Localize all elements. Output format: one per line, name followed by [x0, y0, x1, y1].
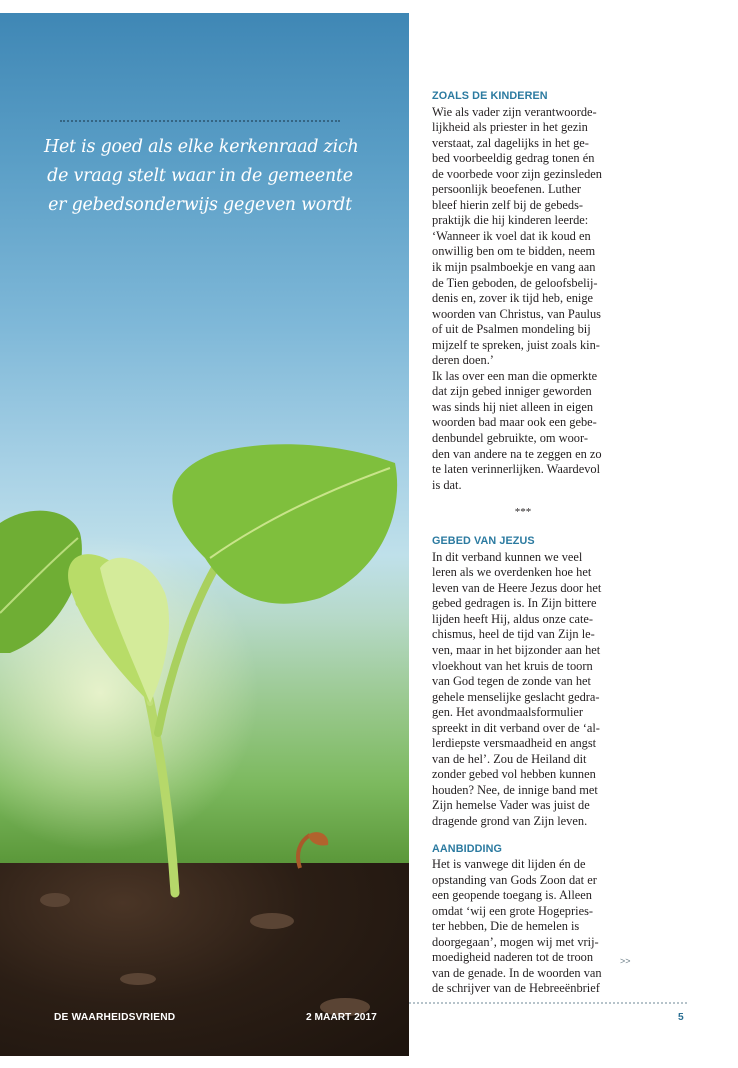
body-line: zonder gebed vol hebben kunnen — [432, 767, 596, 782]
body-line: onwillig ben om te bidden, neem — [432, 244, 596, 259]
seedling-stem — [158, 568, 215, 733]
pull-quote-line: Het is goed als elke kerkenraad zich — [44, 137, 359, 157]
body-line: bleef hierin zelf bij de gebeds- — [432, 197, 584, 212]
article-column — [432, 89, 614, 1009]
section-heading: GEBED VAN JEZUS — [432, 535, 535, 548]
body-line: van God tegen de zonde van het — [432, 674, 591, 689]
section-body — [432, 857, 614, 997]
section-body — [432, 105, 614, 494]
section-body — [432, 550, 614, 830]
body-line: is dat. — [432, 477, 462, 492]
body-line: mijzelf te spreken, juist zoals kin- — [432, 337, 600, 352]
body-line: verstaat, zal dagelijks in het ge- — [432, 135, 589, 150]
body-line: leven van de Heere Jezus door het — [432, 580, 602, 595]
body-line: omdat ‘wij een grote Hogepries- — [432, 903, 594, 918]
body-line: ter hebben, Die de hemelen is — [432, 919, 580, 934]
body-line: moedigheid naderen tot de troon — [432, 950, 594, 965]
body-line: woorden van Christus, van Paulus — [432, 306, 601, 321]
body-line: In dit verband kunnen we veel — [432, 549, 583, 564]
footer-publication: DE WAARHEIDSVRIEND — [54, 1012, 176, 1023]
body-line: ven, maar in het bijzonder aan het — [432, 642, 601, 657]
body-line: van de hel’. Zou de Heiland dit — [432, 751, 587, 766]
body-line: dragende grond van Zijn leven. — [432, 813, 588, 828]
body-line: denis en, zover ik tijd heb, enige — [432, 291, 594, 306]
section-heading: AANBIDDING — [432, 842, 502, 855]
footer-date: 2 MAART 2017 — [306, 1012, 377, 1023]
body-line: Zijn hemelse Vader was juist de — [432, 798, 590, 813]
body-line: was sinds hij niet alleen in eigen — [432, 399, 594, 414]
body-line: spreekt in dit verband over de ‘al- — [432, 720, 600, 735]
body-line: of uit de Psalmen mondeling bij — [432, 322, 591, 337]
pull-quote-line: de vraag stelt waar in de gemeente — [47, 166, 353, 186]
body-line: woorden bad maar ook een gebe- — [432, 415, 597, 430]
section-separator: *** — [514, 506, 532, 519]
pull-quote-line: er gebedsonderwijs gegeven wordt — [48, 195, 352, 215]
body-line: lijkheid als priester in het gezin — [432, 120, 588, 135]
body-line: Het is vanwege dit lijden én de — [432, 857, 586, 872]
sprout — [298, 835, 310, 868]
body-line: ik mijn psalmboekje en vang aan — [432, 259, 596, 274]
body-line: den van andere na te zeggen en zo — [432, 446, 602, 461]
body-line: ‘Wanneer ik voel dat ik koud en — [432, 228, 591, 243]
body-line: opstanding van Gods Zoon dat er — [432, 872, 597, 887]
seedling-photo — [0, 13, 409, 1056]
section-zoals-de-kinderen — [432, 89, 614, 493]
section-aanbidding — [432, 842, 614, 997]
body-line: een geopende toegang is. Alleen — [432, 888, 592, 903]
body-line: Ik las over een man die opmerkte — [432, 368, 598, 383]
body-line: lerdiepste versmaadheid en angst — [432, 736, 597, 751]
body-line: van de genade. In de woorden van — [432, 965, 602, 980]
body-line: de schrijver van de Hebreeënbrief — [432, 981, 600, 996]
body-line: doorgegaan’, mogen wij met vrij- — [432, 934, 599, 949]
body-line: bed voorbeeldig gedrag tonen én — [432, 151, 595, 166]
body-line: persoonlijk beoefenen. Luther — [432, 182, 581, 197]
body-line: de voorbede voor zijn gezinsleden — [432, 166, 602, 181]
page-number: 5 — [678, 1012, 684, 1023]
body-line: vloekhout van het kruis de toorn — [432, 658, 593, 673]
footer-rule — [409, 1002, 687, 1004]
body-line: praktijk die hij kinderen leerde: — [432, 213, 589, 228]
pull-quote — [44, 133, 359, 220]
body-line: lijden heeft Hij, aldus onze cate- — [432, 611, 594, 626]
body-line: chismus, heel de tijd van Zijn le- — [432, 627, 595, 642]
section-heading: ZOALS DE KINDEREN — [432, 90, 548, 102]
body-line: dat zijn gebed inniger geworden — [432, 384, 592, 399]
sprout-leaf — [308, 832, 328, 845]
body-line: deren doen.’ — [432, 353, 494, 368]
body-line: te laten verinnerlijken. Waardevol — [432, 462, 601, 477]
body-line: de Tien geboden, de geloofsbelij- — [432, 275, 598, 290]
body-line: gebed gedragen is. In Zijn bittere — [432, 596, 597, 611]
body-line: denbundel gebruikte, om woor- — [432, 430, 588, 445]
pullquote-rule — [60, 120, 340, 122]
body-line: gen. Het avondmaalsformulier — [432, 705, 584, 720]
body-line: gehele menselijke geslacht gedra- — [432, 689, 600, 704]
continue-marker: >> — [620, 956, 631, 966]
body-line: leren als we overdenken hoe het — [432, 565, 592, 580]
body-line: Wie als vader zijn verantwoorde- — [432, 104, 597, 119]
body-line: houden? Nee, de innige band met — [432, 782, 598, 797]
section-gebed-van-jezus — [432, 534, 614, 829]
